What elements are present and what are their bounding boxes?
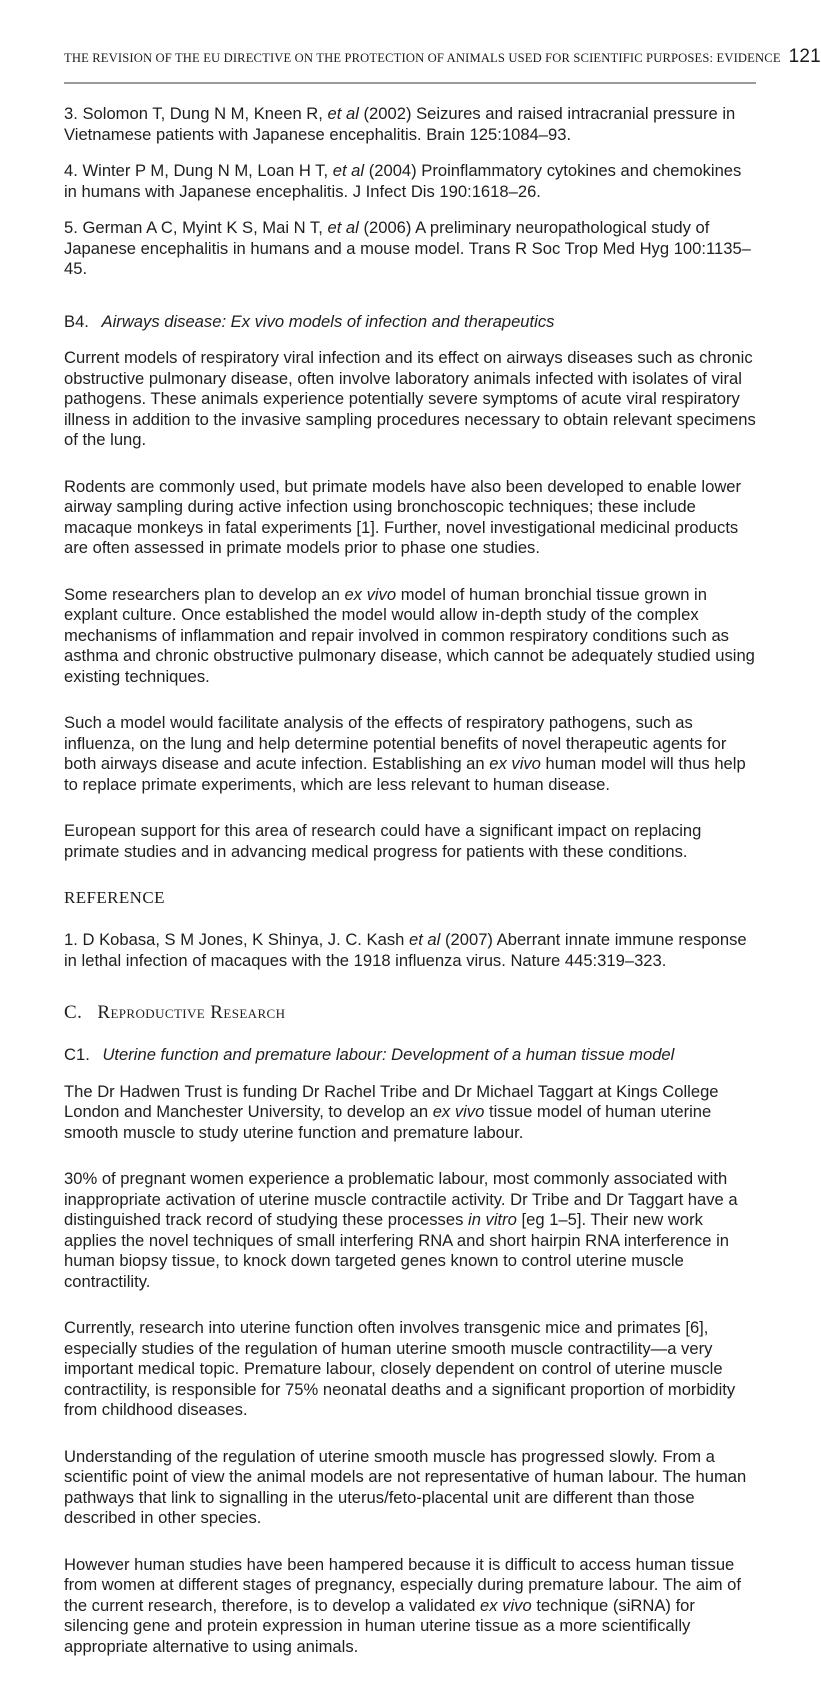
reference-item: 5. German A C, Myint K S, Mai N T, et al (2006) A preliminary neuropathological study of Japanese encephalitis in humans and a mouse model. Trans R Soc Trop Med Hyg 100:1135–45. (64, 218, 751, 278)
main-content (64, 104, 757, 1683)
reference-item: 3. Solomon T, Dung N M, Kneen R, et al (2002) Seizures and raised intracranial pressure in Vietnamese patients with Japanese encephalitis. Brain 125:1084–93. (64, 104, 736, 144)
paragraph: The Dr Hadwen Trust is funding Dr Rachel Tribe and Dr Michael Taggart at Kings College London and Manchester University, to develop an ex vivo tissue model of human uterine smooth muscle to study uterine function and premature labour. (64, 1081, 719, 1142)
paragraph: Some researchers plan to develop an ex vivo model of human bronchial tissue grown in explant culture. Once established the model would allow in-depth study of the complex mechanisms of inflammation and repair involved in common respiratory conditions such as asthma and chronic obstructive pulmonary disease, which cannot be adequately studied using existing techniques. (64, 584, 755, 686)
paragraph: Understanding of the regulation of uterine smooth muscle has progressed slowly. From a scientific point of view the animal models are not representative of human labour. The human pathways that link to signalling in the uterus/feto-placental unit are different than those described in other species. (64, 1446, 747, 1527)
paragraph: 30% of pregnant women experience a problematic labour, most commonly associated with inappropriate activation of uterine muscle contractile activity. Dr Tribe and Dr Taggart have a distinguished track record of studying these processes in vitro [eg 1–5]. Their new work applies the novel techniques of small interfering RNA and short hairpin RNA interference in human biopsy tissue, to knock down targeted genes known to control uterine muscle contractility. (64, 1169, 738, 1291)
running-title: THE REVISION OF THE EU DIRECTIVE ON THE PROTECTION OF ANIMALS USED FOR SCIENTIFIC PURPOSES: EVIDENCE (64, 51, 781, 65)
reference-item: 1. D Kobasa, S M Jones, K Shinya, J. C. Kash et al (2007) Aberrant innate immune response in lethal infection of macaques with the 1918 influenza virus. Nature 445:319–323. (64, 930, 747, 970)
paragraph: Such a model would facilitate analysis of the effects of respiratory pathogens, such as influenza, on the lung and help determine potential benefits of novel therapeutic agents for both airways disease and acute infection. Establishing an ex vivo human model will thus help to replace primate experiments, which are less relevant to human disease. (64, 713, 746, 794)
paragraph: Current models of respiratory viral infection and its effect on airways diseases such as chronic obstructive pulmonary disease, often involve laboratory animals infected with isolates of viral pathogens. These animals experience potentially severe symptoms of acute viral respiratory illness in addition to the invasive sampling procedures necessary to obtain relevant specimens of the lung. (64, 348, 756, 449)
header-divider (64, 82, 756, 84)
paragraph: However human studies have been hampered because it is difficult to access human tissue from women at different stages of pregnancy, especially during premature labour. The aim of the current research, therefore, is to develop a validated ex vivo technique (siRNA) for silencing gene and protein expression in human uterine tissue as a more scientifically appropriate alternative to using animals. (64, 1554, 742, 1656)
paragraph: European support for this area of research could have a significant impact on replacing primate studies and in advancing medical progress for patients with these conditions. (64, 821, 702, 861)
section-heading-c: C. Reproductive Research (64, 1002, 286, 1023)
reference-item: 4. Winter P M, Dung N M, Loan H T, et al (2004) Proinflammatory cytokines and chemokines in humans with Japanese encephalitis. J Infect Dis 190:1618–26. (64, 161, 742, 201)
running-header (64, 46, 821, 68)
reference-heading: REFERENCE (64, 888, 165, 907)
page-number: 121 (788, 46, 821, 67)
paragraph: Currently, research into uterine function often involves transgenic mice and primates [6], especially studies of the regulation of human uterine smooth muscle contractility—a very important medical topic. Premature labour, closely dependent on control of uterine muscle contractility, is responsible for 75% neonatal deaths and a significant proportion of morbidity from childhood diseases. (64, 1318, 736, 1419)
subsection-heading-b4: B4. Airways disease: Ex vivo models of infection and therapeutics (64, 311, 555, 331)
subsection-heading-c1: C1. Uterine function and premature labour: Development of a human tissue model (64, 1045, 675, 1064)
paragraph: Rodents are commonly used, but primate models have also been developed to enable lower airway sampling during active infection using bronchoscopic techniques; these include macaque monkeys in fatal experiments [1]. Further, novel investigational medicinal products are often assessed in primate models prior to phase one studies. (64, 476, 742, 557)
